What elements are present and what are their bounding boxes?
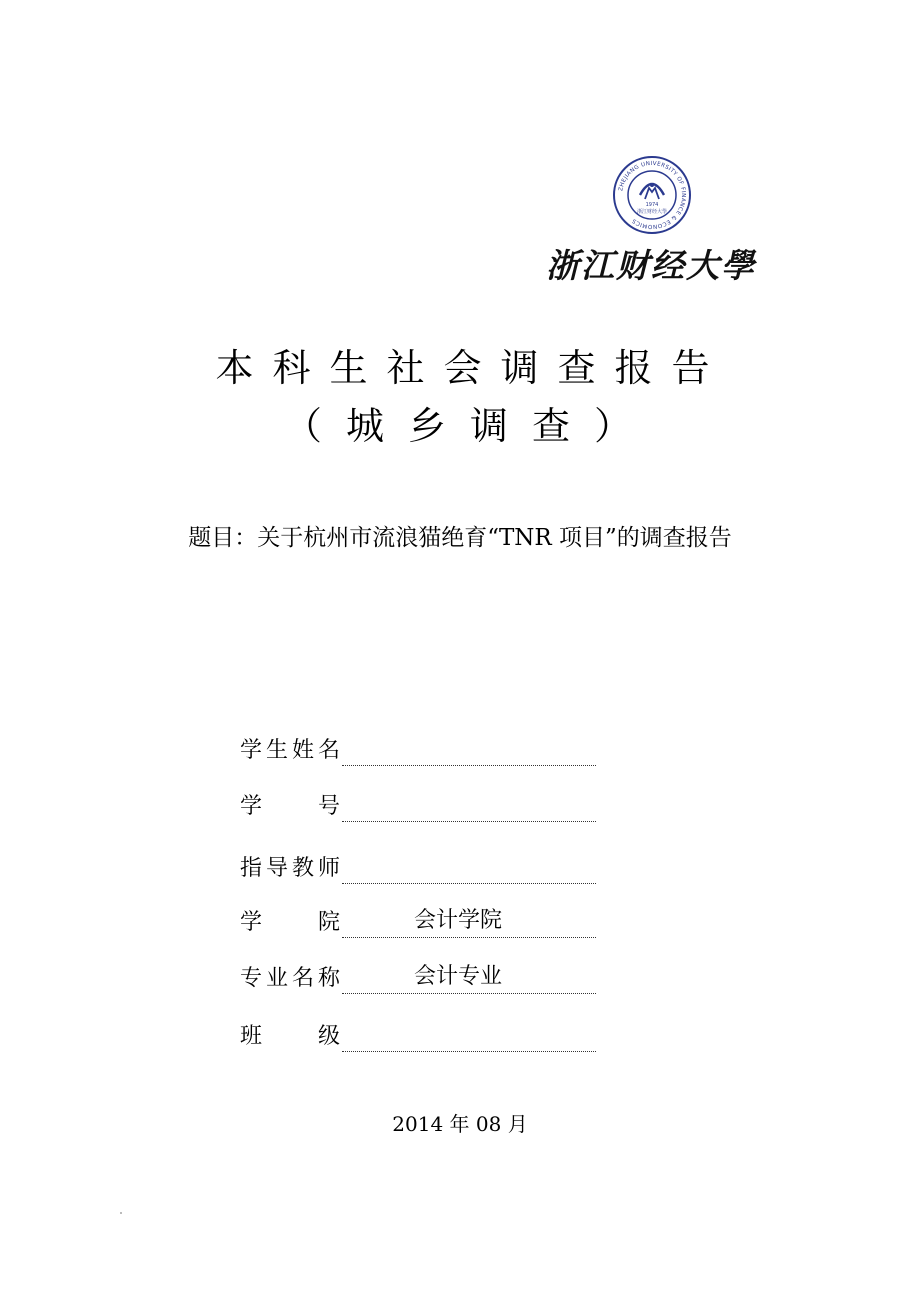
info-label <box>240 908 340 938</box>
advisor-field[interactable] <box>342 853 596 884</box>
seal-ring-text: ZHEJIANG UNIVERSITY OF FINANCE & ECONOMICS <box>618 160 687 230</box>
label-char: 生 <box>265 738 288 763</box>
university-logo <box>540 152 770 287</box>
label-char: 级 <box>317 1024 340 1049</box>
student-name-field[interactable] <box>342 735 596 766</box>
report-topic: 题目：关于杭州市流浪猫绝育“TNR 项目”的调查报告 <box>188 525 732 551</box>
info-row-college <box>240 902 600 942</box>
label-char: 号 <box>317 794 340 819</box>
report-date: 2014 年 08 月 <box>392 1112 528 1136</box>
seal-year: 1974 <box>645 202 659 208</box>
info-row-class <box>240 1016 600 1056</box>
info-label <box>240 1022 340 1052</box>
info-label <box>240 964 340 994</box>
info-row-major <box>240 958 600 998</box>
report-title: 本科生社会调查报告 <box>215 346 729 390</box>
label-char: 称 <box>317 966 340 991</box>
report-subtitle: （城乡调查） <box>283 404 656 448</box>
info-row-student-name <box>240 730 600 770</box>
label-char: 导 <box>265 856 288 881</box>
seal-inner-text: 浙江财经大學 <box>636 209 668 215</box>
label-char: 业 <box>265 966 288 991</box>
label-char: 学 <box>240 910 263 935</box>
label-char: 学 <box>240 794 263 819</box>
student-id-field[interactable] <box>342 791 596 822</box>
label-char: 名 <box>317 738 340 763</box>
info-label <box>240 736 340 766</box>
info-value: 会计学院 <box>414 908 503 933</box>
university-name-calligraphy: 浙江财经大學 <box>546 246 756 285</box>
university-seal-icon <box>612 155 692 235</box>
label-char: 院 <box>317 910 340 935</box>
major-field[interactable] <box>342 963 596 994</box>
label-char: 学 <box>240 738 263 763</box>
label-char: 指 <box>240 856 263 881</box>
college-field[interactable] <box>342 907 596 938</box>
class-field[interactable] <box>342 1021 596 1052</box>
label-char: 师 <box>317 856 340 881</box>
info-value: 会计专业 <box>414 964 503 989</box>
info-row-advisor <box>240 848 600 888</box>
info-label <box>240 854 340 884</box>
label-char: 专 <box>240 966 263 991</box>
info-label <box>240 792 340 822</box>
info-row-student-id <box>240 786 600 826</box>
label-char: 班 <box>240 1024 263 1049</box>
scan-speck <box>120 1212 122 1214</box>
label-char: 姓 <box>291 738 314 763</box>
label-char: 教 <box>291 856 314 881</box>
label-char: 名 <box>291 966 314 991</box>
